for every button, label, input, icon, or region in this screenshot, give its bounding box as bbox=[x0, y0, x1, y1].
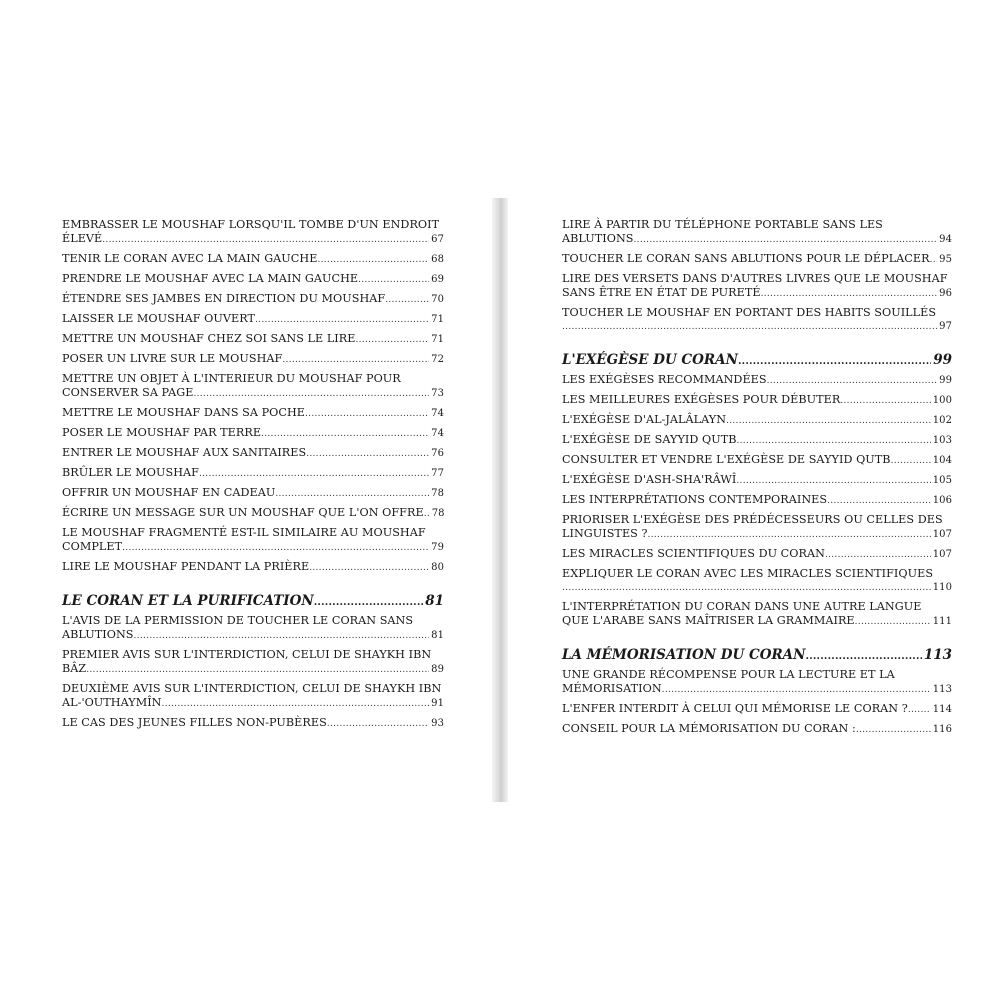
dot-leader bbox=[327, 717, 429, 731]
entry-title-line: METTRE UN MOUSHAF CHEZ SOI SANS LE LIRE bbox=[62, 332, 356, 345]
dot-leader bbox=[761, 287, 938, 301]
entry-title-line: LE MOUSHAF FRAGMENTÉ EST-IL SIMILAIRE AU MOUSHAF bbox=[62, 526, 426, 539]
entry-title-line: L'ENFER INTERDIT À CELUI QUI MÉMORISE LE CORAN ? bbox=[562, 702, 908, 715]
dot-leader bbox=[385, 293, 429, 307]
toc-entry bbox=[62, 648, 444, 677]
toc-entry bbox=[562, 453, 952, 468]
dot-leader bbox=[122, 541, 429, 555]
page-number: 113 bbox=[923, 647, 952, 663]
entry-title-line: ABLUTIONS bbox=[62, 628, 134, 641]
toc-entry bbox=[62, 682, 444, 711]
toc-entry bbox=[562, 702, 952, 717]
entry-title-line: ÉCRIRE UN MESSAGE SUR UN MOUSHAF QUE L'ON OFFRE bbox=[62, 506, 424, 519]
toc-entry bbox=[62, 716, 444, 731]
entry-title-line: TOUCHER LE MOUSHAF EN PORTANT DES HABITS SOUILLÉS bbox=[562, 306, 937, 319]
entry-title-line: POSER LE MOUSHAF PAR TERRE bbox=[62, 426, 262, 439]
toc-entry bbox=[562, 600, 952, 629]
page-number: 114 bbox=[932, 704, 952, 715]
toc-entry bbox=[62, 292, 444, 307]
toc-entry bbox=[562, 433, 952, 448]
dot-leader bbox=[930, 253, 938, 267]
page-number: 94 bbox=[939, 234, 952, 245]
toc-entry bbox=[62, 272, 444, 287]
entry-title-line: L'EXÉGÈSE D'ASH-SHA'RÂWÎ bbox=[562, 473, 737, 486]
toc-entry bbox=[62, 218, 444, 247]
page-number: 104 bbox=[932, 455, 952, 466]
entry-title-line: AL-'OUTHAYMÎN bbox=[62, 696, 162, 709]
entry-title-line: UNE GRANDE RÉCOMPENSE POUR LA LECTURE ET LA bbox=[562, 668, 895, 681]
entry-title-line: OFFRIR UN MOUSHAF EN CADEAU bbox=[62, 486, 276, 499]
page-number: 116 bbox=[932, 724, 952, 735]
toc-entry bbox=[62, 406, 444, 421]
entry-title-line: LIRE LE MOUSHAF PENDANT LA PRIÈRE bbox=[62, 560, 310, 573]
page-number: 78 bbox=[431, 508, 445, 519]
toc-entry bbox=[562, 306, 952, 334]
page-number: 107 bbox=[932, 529, 952, 540]
page-number: 91 bbox=[431, 698, 444, 709]
toc-entry bbox=[62, 352, 444, 367]
toc-entry bbox=[562, 413, 952, 428]
toc-entry bbox=[62, 312, 444, 327]
page-number: 74 bbox=[431, 428, 444, 439]
page-number: 105 bbox=[932, 475, 952, 486]
dot-leader bbox=[738, 353, 931, 370]
dot-leader bbox=[634, 233, 938, 247]
page-number: 106 bbox=[932, 495, 952, 506]
dot-leader bbox=[562, 320, 937, 334]
toc-section-heading bbox=[562, 352, 952, 370]
page-number: 102 bbox=[932, 415, 952, 426]
toc-entry bbox=[62, 466, 444, 481]
entry-title-line: PRENDRE LE MOUSHAF AVEC LA MAIN GAUCHE bbox=[62, 272, 359, 285]
toc-section-heading bbox=[562, 647, 952, 665]
page-number: 67 bbox=[431, 234, 444, 245]
toc-entry bbox=[62, 560, 444, 575]
toc-entry bbox=[562, 547, 952, 562]
dot-leader bbox=[355, 333, 429, 347]
page-number: 71 bbox=[431, 334, 444, 345]
entry-title-line: L'AVIS DE LA PERMISSION DE TOUCHER LE CORAN SANS bbox=[62, 614, 414, 627]
dot-leader bbox=[199, 467, 429, 481]
section-title: L'EXÉGÈSE DU CORAN bbox=[562, 352, 738, 368]
dot-leader bbox=[662, 683, 931, 697]
page-number: 71 bbox=[431, 314, 444, 325]
dot-leader bbox=[275, 487, 429, 501]
toc-entry bbox=[62, 332, 444, 347]
entry-title-line: QUE L'ARABE SANS MAÎTRISER LA GRAMMAIRE bbox=[562, 614, 855, 627]
dot-leader bbox=[767, 374, 938, 388]
toc-entry bbox=[562, 493, 952, 508]
entry-title-line: LES MIRACLES SCIENTIFIQUES DU CORAN bbox=[562, 547, 825, 560]
dot-leader bbox=[840, 394, 930, 408]
entry-title-line: LIRE À PARTIR DU TÉLÉPHONE PORTABLE SANS LES bbox=[562, 218, 883, 231]
entry-title-line: LE CAS DES JEUNES FILLES NON-PUBÈRES bbox=[62, 716, 327, 729]
dot-leader bbox=[736, 474, 930, 488]
dot-leader bbox=[309, 561, 429, 575]
toc-entry bbox=[62, 426, 444, 441]
entry-title-line: ABLUTIONS bbox=[562, 232, 634, 245]
dot-leader bbox=[261, 427, 429, 441]
entry-title-line: LAISSER LE MOUSHAF OUVERT bbox=[62, 312, 256, 325]
entry-title-line: LES MEILLEURES EXÉGÈSES POUR DÉBUTER bbox=[562, 393, 841, 406]
dot-leader bbox=[825, 548, 931, 562]
page-number: 72 bbox=[431, 354, 444, 365]
entry-title-line: PREMIER AVIS SUR L'INTERDICTION, CELUI DE SHAYKH IBN bbox=[62, 648, 432, 661]
entry-title-line: LINGUISTES ? bbox=[562, 527, 648, 540]
page-number: 96 bbox=[939, 288, 952, 299]
dot-leader bbox=[102, 233, 429, 247]
page-number: 81 bbox=[425, 593, 444, 609]
entry-title-line: L'EXÉGÈSE D'AL-JALÂLAYN bbox=[562, 413, 727, 426]
page-number: 95 bbox=[939, 254, 952, 265]
page-number: 97 bbox=[939, 321, 952, 332]
entry-title-line: PRIORISER L'EXÉGÈSE DES PRÉDÉCESSEURS OU CELLES DES bbox=[562, 513, 943, 526]
page-number: 107 bbox=[932, 549, 952, 560]
entry-title-line: SANS ÊTRE EN ÉTAT DE PURETÉ bbox=[562, 286, 761, 299]
dot-leader bbox=[827, 494, 931, 508]
section-title: LE CORAN ET LA PURIFICATION bbox=[62, 593, 314, 609]
entry-title-line: ÉTENDRE SES JAMBES EN DIRECTION DU MOUSHAF bbox=[62, 292, 386, 305]
entry-title-line: MÉMORISATION bbox=[562, 682, 662, 695]
entry-title-line: L'INTERPRÉTATION DU CORAN DANS UNE AUTRE LANGUE bbox=[562, 600, 922, 613]
entry-title-line: LIRE DES VERSETS DANS D'AUTRES LIVRES QUE LE MOUSHAF bbox=[562, 272, 948, 285]
toc-entry bbox=[562, 272, 952, 301]
entry-title-line: DEUXIÈME AVIS SUR L'INTERDICTION, CELUI DE SHAYKH IBN bbox=[62, 682, 442, 695]
toc-entry bbox=[562, 722, 952, 737]
book-gutter bbox=[492, 198, 508, 802]
dot-leader bbox=[314, 594, 423, 611]
dot-leader bbox=[305, 407, 429, 421]
page-number: 103 bbox=[932, 435, 952, 446]
entry-title-line: TENIR LE CORAN AVEC LA MAIN GAUCHE bbox=[62, 252, 318, 265]
entry-title-line: ÉLEVÉ bbox=[62, 232, 103, 245]
toc-entry bbox=[62, 526, 444, 555]
page-number: 79 bbox=[431, 542, 444, 553]
page-number: 89 bbox=[431, 664, 444, 675]
entry-title-line: BÂZ bbox=[62, 662, 87, 675]
entry-title-line: METTRE UN OBJET À L'INTERIEUR DU MOUSHAF POUR bbox=[62, 372, 401, 385]
page-number: 74 bbox=[431, 408, 444, 419]
page-number: 78 bbox=[431, 488, 444, 499]
toc-entry bbox=[62, 486, 444, 501]
dot-leader bbox=[736, 434, 930, 448]
toc-entry bbox=[562, 218, 952, 247]
toc-section-heading bbox=[62, 593, 444, 611]
toc-entry bbox=[62, 446, 444, 461]
toc-entry bbox=[562, 668, 952, 697]
dot-leader bbox=[282, 353, 429, 367]
dot-leader bbox=[358, 273, 429, 287]
toc-entry bbox=[562, 373, 952, 388]
dot-leader bbox=[856, 723, 931, 737]
toc-left-column bbox=[62, 218, 444, 736]
dot-leader bbox=[86, 663, 429, 677]
entry-title-line: EMBRASSER LE MOUSHAF LORSQU'IL TOMBE D'UN ENDROIT bbox=[62, 218, 440, 231]
dot-leader bbox=[162, 697, 430, 711]
dot-leader bbox=[891, 454, 931, 468]
section-title: LA MÉMORISATION DU CORAN bbox=[562, 647, 806, 663]
toc-entry bbox=[62, 614, 444, 643]
entry-title-line: CONSULTER ET VENDRE L'EXÉGÈSE DE SAYYID QUTB bbox=[562, 453, 891, 466]
dot-leader bbox=[255, 313, 429, 327]
right-page bbox=[510, 0, 1000, 1000]
toc-entry bbox=[562, 393, 952, 408]
page-number: 99 bbox=[933, 352, 952, 368]
entry-title-line: CONSERVER SA PAGE bbox=[62, 386, 194, 399]
page-number: 80 bbox=[431, 562, 444, 573]
left-page bbox=[0, 0, 490, 1000]
dot-leader bbox=[134, 629, 430, 643]
entry-title-line: POSER UN LIVRE SUR LE MOUSHAF bbox=[62, 352, 283, 365]
page-number: 99 bbox=[939, 375, 952, 386]
entry-title-line: LES INTERPRÉTATIONS CONTEMPORAINES bbox=[562, 493, 828, 506]
dot-leader bbox=[648, 528, 931, 542]
page-number: 93 bbox=[431, 718, 444, 729]
page-number: 110 bbox=[932, 582, 952, 593]
page-number: 76 bbox=[431, 448, 444, 459]
page-number: 100 bbox=[932, 395, 952, 406]
entry-title-line: BRÛLER LE MOUSHAF bbox=[62, 466, 199, 479]
page-number: 69 bbox=[431, 274, 444, 285]
toc-entry bbox=[562, 473, 952, 488]
dot-leader bbox=[908, 703, 931, 717]
entry-title-line: L'EXÉGÈSE DE SAYYID QUTB bbox=[562, 433, 737, 446]
toc-entry bbox=[562, 567, 952, 595]
dot-leader bbox=[806, 648, 922, 665]
page-number: 68 bbox=[431, 254, 444, 265]
toc-right-column bbox=[562, 218, 952, 742]
page-number: 77 bbox=[431, 468, 444, 479]
entry-title-line: ENTRER LE MOUSHAF AUX SANITAIRES bbox=[62, 446, 307, 459]
page-number: 73 bbox=[431, 388, 444, 399]
page-number: 70 bbox=[431, 294, 444, 305]
page-number: 113 bbox=[932, 684, 952, 695]
dot-leader bbox=[855, 615, 931, 629]
toc-entry bbox=[562, 513, 952, 542]
entry-title-line: EXPLIQUER LE CORAN AVEC LES MIRACLES SCIENTIFIQUES bbox=[562, 567, 934, 580]
dot-leader bbox=[193, 387, 429, 401]
entry-title-line: METTRE LE MOUSHAF DANS SA POCHE bbox=[62, 406, 306, 419]
dot-leader bbox=[726, 414, 931, 428]
page-number: 81 bbox=[431, 630, 444, 641]
dot-leader bbox=[562, 581, 931, 595]
entry-title-line: TOUCHER LE CORAN SANS ABLUTIONS POUR LE DÉPLACER bbox=[562, 252, 930, 265]
toc-entry bbox=[62, 372, 444, 401]
dot-leader bbox=[317, 253, 429, 267]
page-number: 111 bbox=[932, 616, 952, 627]
toc-entry bbox=[62, 506, 444, 521]
entry-title-line: COMPLET bbox=[62, 540, 123, 553]
toc-entry bbox=[562, 252, 952, 267]
entry-title-line: LES EXÉGÈSES RECOMMANDÉES bbox=[562, 373, 767, 386]
entry-title-line: CONSEIL POUR LA MÉMORISATION DU CORAN : bbox=[562, 722, 856, 735]
dot-leader bbox=[306, 447, 429, 461]
toc-entry bbox=[62, 252, 444, 267]
